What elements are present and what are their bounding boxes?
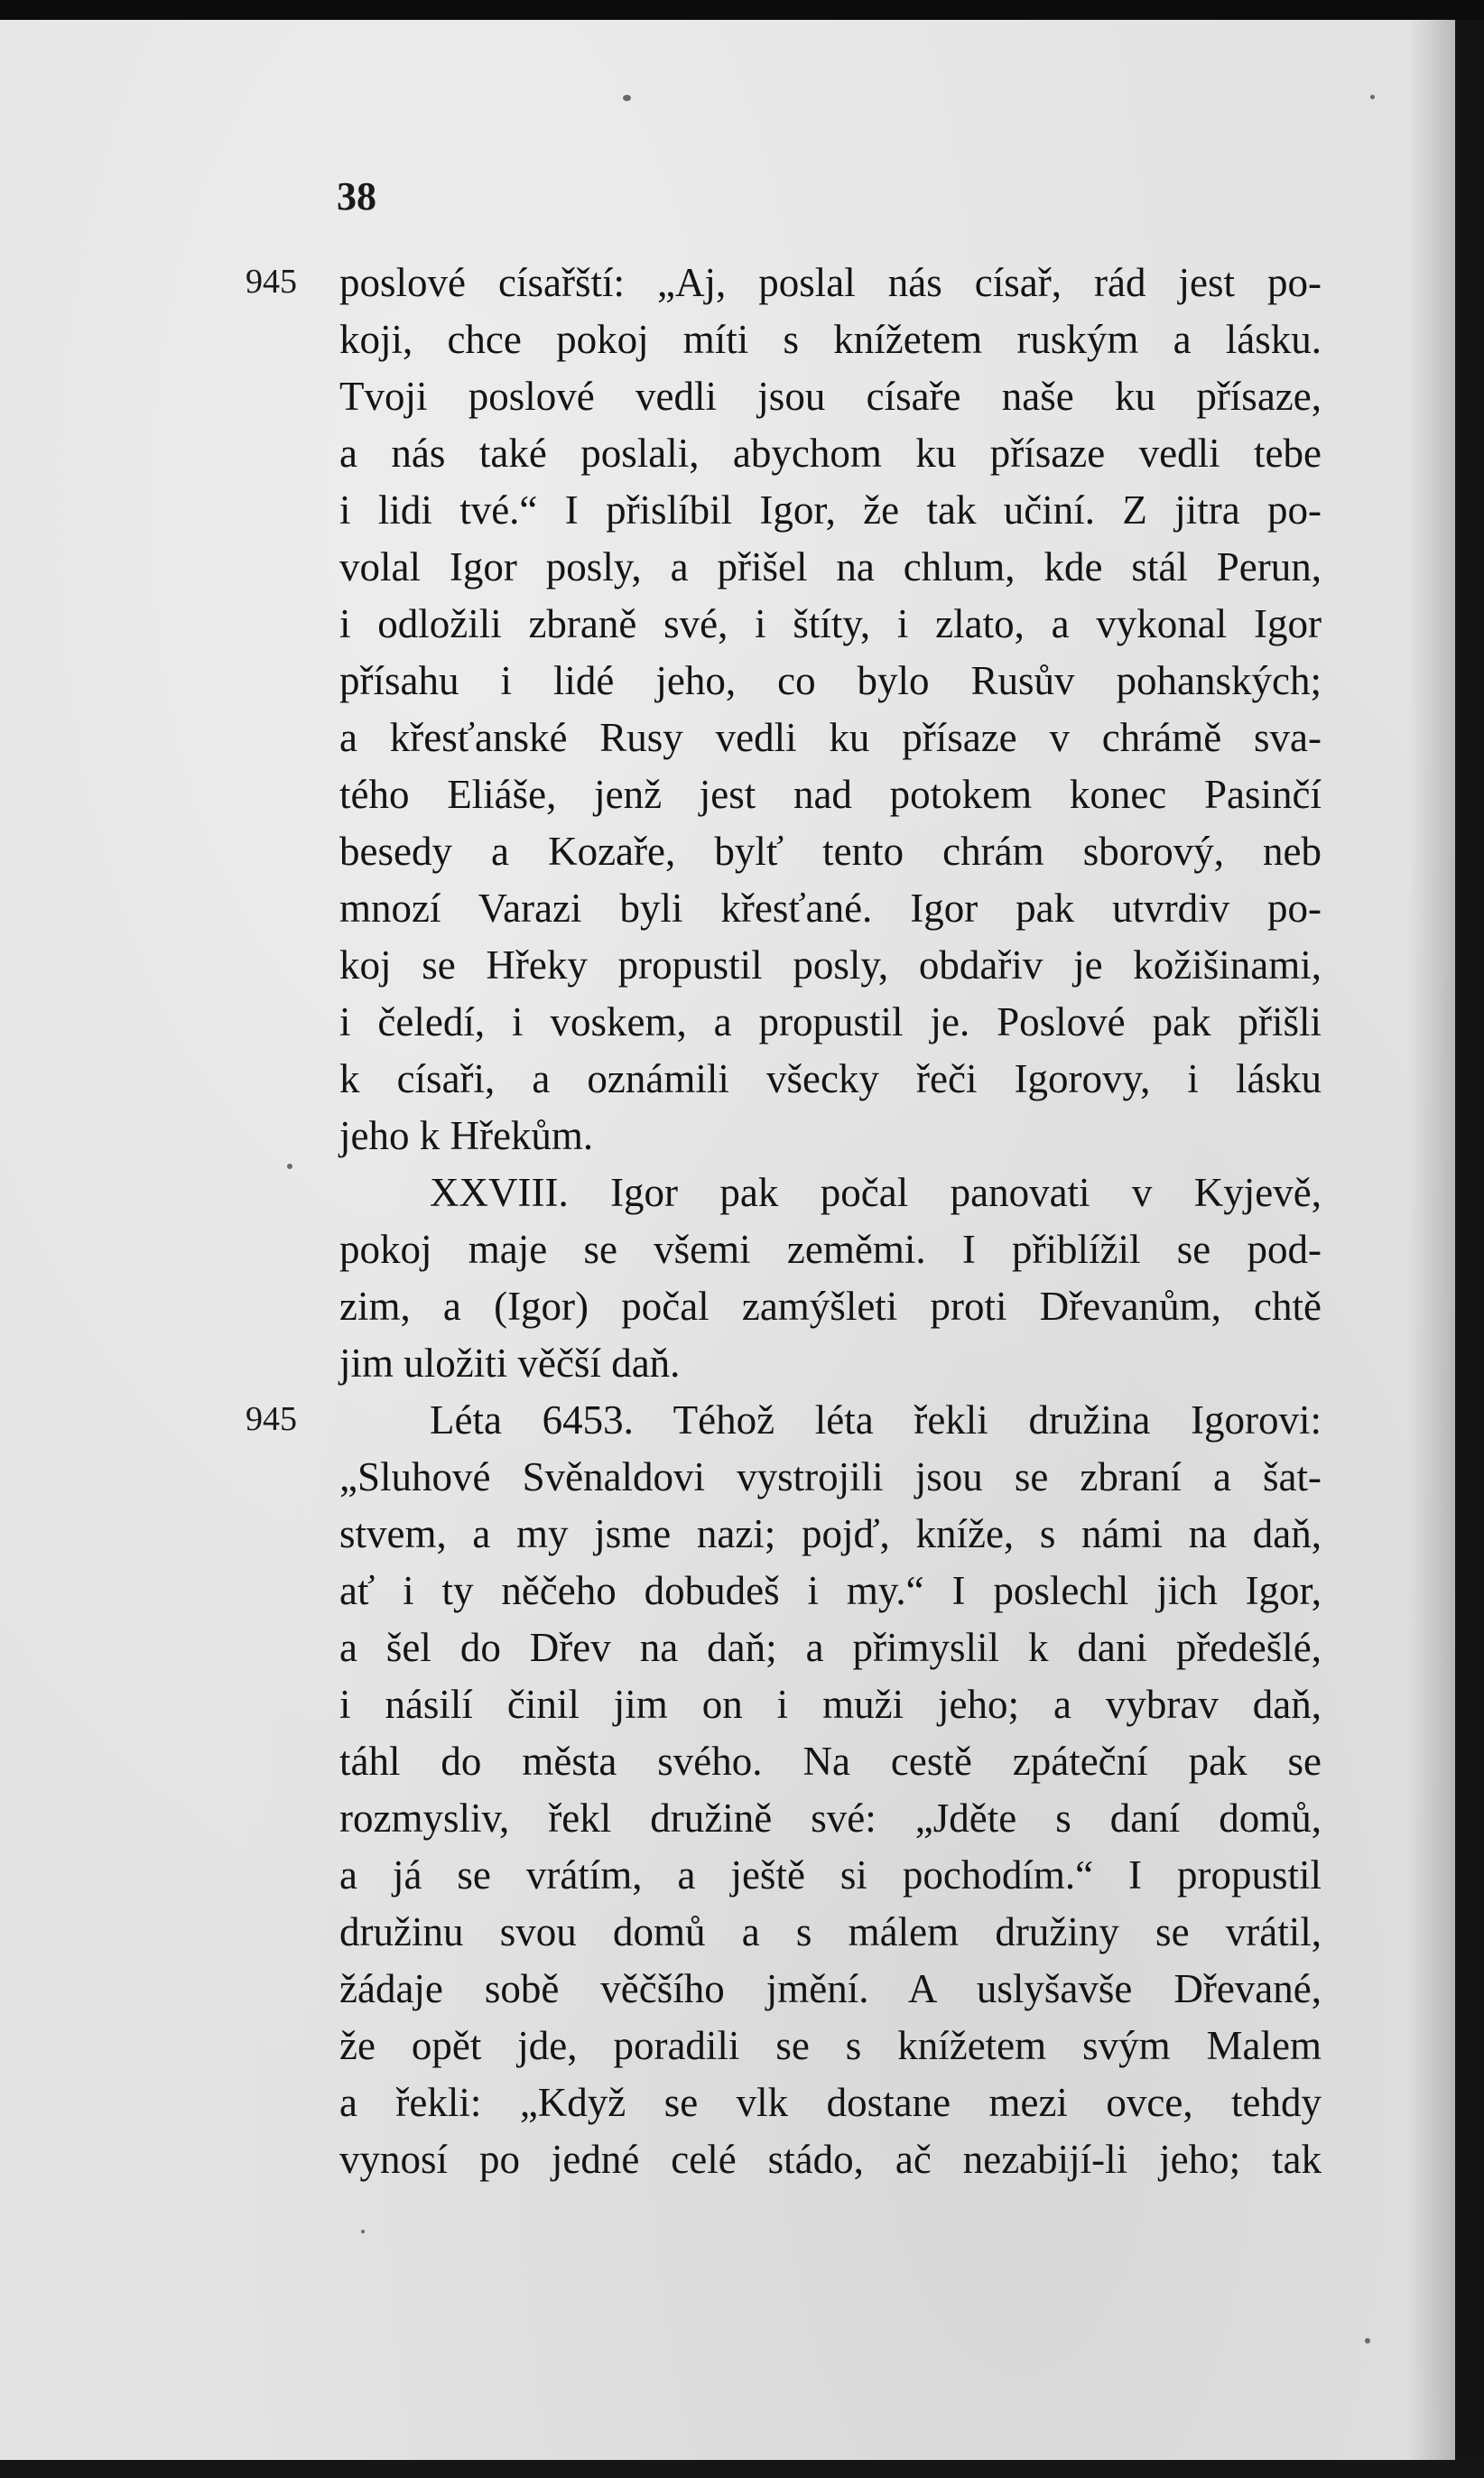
text-line: i násilí činil jim on i muži jeho; a vybrav daň, xyxy=(339,1682,1322,1727)
chapter-heading-line: XXVIII. Igor pak počal panovati v Kyjevě, xyxy=(430,1170,1322,1215)
text-line: zim, a (Igor) počal zamýšleti proti Dřevanům, chtě xyxy=(339,1284,1322,1329)
paper-speck xyxy=(1370,95,1375,99)
text-line: i lidi tvé.“ I přislíbil Igor, že tak učiní. Z jitra po- xyxy=(339,487,1322,533)
text-line: a nás také poslali, abychom ku přísaze vedli tebe xyxy=(339,431,1322,476)
paper-speck xyxy=(623,95,631,101)
text-line: a řekli: „Když se vlk dostane mezi ovce, tehdy xyxy=(339,2080,1322,2125)
text-line: že opět jde, poradili se s knížetem svým Malem xyxy=(339,2023,1322,2068)
text-line: táhl do města svého. Na cestě zpáteční pak se xyxy=(339,1739,1322,1784)
year-entry-line: Léta 6453. Téhož léta řekli družina Igorovi: xyxy=(430,1397,1322,1443)
text-line: a šel do Dřev na daň; a přimyslil k dani předešlé, xyxy=(339,1625,1322,1670)
text-line: družinu svou domů a s málem družiny se vrátil, xyxy=(339,1909,1322,1954)
text-line: žádaje sobě věčšího jmění. A uslyšavše Dřevané, xyxy=(339,1966,1322,2011)
paper-speck xyxy=(1365,2338,1370,2343)
text-line: vynosí po jedné celé stádo, ač nezabijí-li jeho; tak xyxy=(339,2137,1322,2182)
text-line: k císaři, a oznámili všecky řeči Igorovy, i lásku xyxy=(339,1056,1322,1101)
text-line: přísahu i lidé jeho, co bylo Rusův pohanských; xyxy=(339,658,1322,703)
text-line: volal Igor posly, a přišel na chlum, kde stál Perun, xyxy=(339,544,1322,589)
text-line: poslové císařští: „Aj, poslal nás císař, rád jest po- xyxy=(339,260,1322,305)
text-line: tého Eliáše, jenž jest nad potokem konec Pasinčí xyxy=(339,772,1322,817)
text-line: pokoj maje se všemi zeměmi. I přiblížil se pod- xyxy=(339,1227,1322,1272)
scan-bottom-border xyxy=(0,2460,1484,2478)
page-edge-shadow xyxy=(1408,20,1455,2460)
text-line: stvem, a my jsme nazi; pojď, kníže, s námi na daň, xyxy=(339,1511,1322,1556)
scan-top-border xyxy=(0,0,1484,20)
text-line: mnozí Varazi byli křesťané. Igor pak utvrdiv po- xyxy=(339,886,1322,931)
body-text xyxy=(339,255,1322,2188)
text-line: a já se vrátím, a ještě si pochodím.“ I propustil xyxy=(339,1852,1322,1898)
text-line: jim uložiti věčší daň. xyxy=(339,1341,681,1386)
paper-speck xyxy=(287,1164,292,1169)
text-line: „Sluhové Svěnaldovi vystrojili jsou se zbraní a šat- xyxy=(339,1454,1322,1499)
text-line: jeho k Hřekům. xyxy=(339,1113,594,1158)
text-line: besedy a Kozaře, bylť tento chrám sborový, neb xyxy=(339,829,1322,874)
year-marker-middle: 945 xyxy=(246,1400,297,1438)
text-line: i čeledí, i voskem, a propustil je. Poslové pak přišli xyxy=(339,999,1322,1044)
text-line: i odložili zbraně své, i štíty, i zlato, a vykonal Igor xyxy=(339,601,1322,646)
page-number: 38 xyxy=(337,174,376,218)
paper-speck xyxy=(361,2230,365,2233)
text-line: koji, chce pokoj míti s knížetem ruským a lásku. xyxy=(339,317,1322,362)
scan-right-border xyxy=(1455,20,1484,2478)
text-line: Tvoji poslové vedli jsou císaře naše ku přísaze, xyxy=(339,374,1322,419)
text-line: a křesťanské Rusy vedli ku přísaze v chrámě sva- xyxy=(339,715,1322,760)
text-line: rozmysliv, řekl družině své: „Jděte s daní domů, xyxy=(339,1796,1322,1841)
text-line: koj se Hřeky propustil posly, obdařiv je kožišinami, xyxy=(339,942,1322,988)
year-marker-top: 945 xyxy=(246,263,297,301)
text-line: ať i ty něčeho dobudeš i my.“ I poslechl jich Igor, xyxy=(339,1568,1322,1613)
